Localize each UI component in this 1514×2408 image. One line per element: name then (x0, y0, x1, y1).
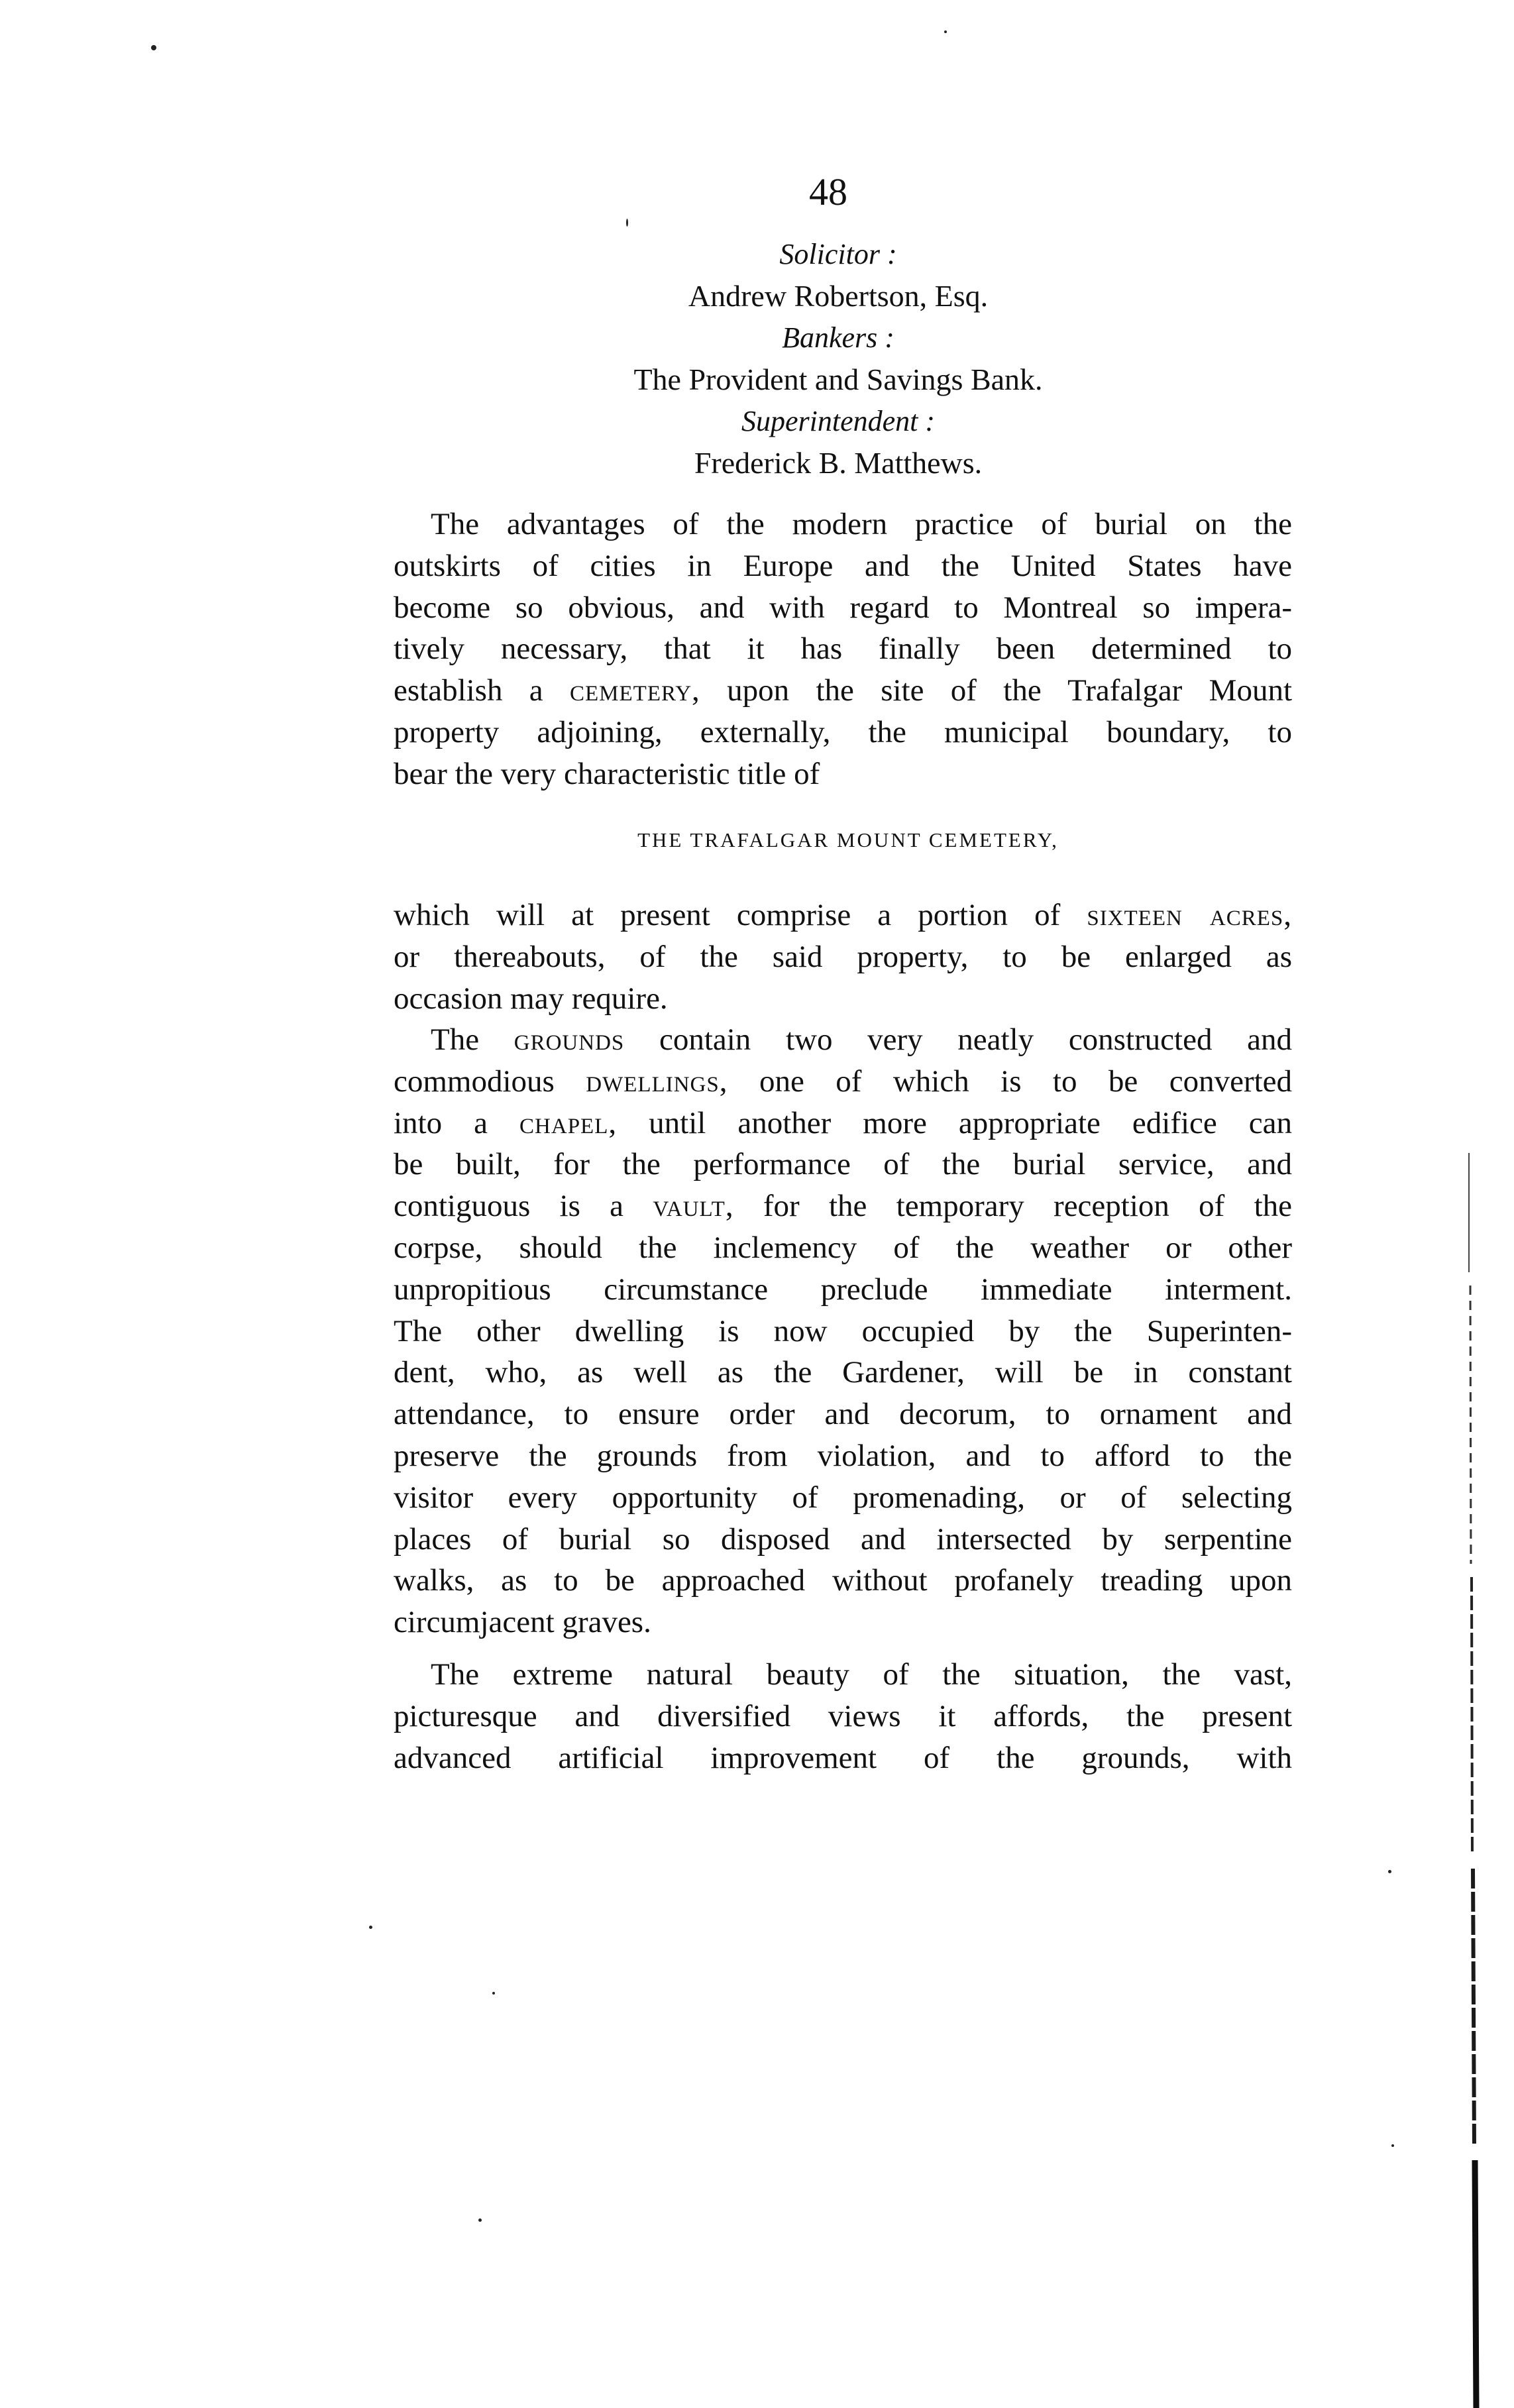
text-fragment: until another more appropriate edifice can (649, 1105, 1293, 1140)
binding-line (1470, 1286, 1471, 1564)
text-line: dent, who, as well as the Gardener, will be in constant (394, 1355, 1292, 1390)
page-number: 48 (809, 170, 847, 213)
text-line (394, 1103, 1292, 1144)
text-line: property adjoining, externally, the municipal boundary, to (394, 714, 1292, 749)
text-line (394, 895, 1292, 936)
scan-speck (369, 1926, 372, 1929)
solicitor-name: Andrew Robertson, Esq. (688, 279, 989, 313)
text-fragment: which will at present comprise a portion of (394, 898, 1061, 932)
small-caps-term: chapel, (519, 1105, 618, 1140)
text-line (394, 1061, 1292, 1103)
text-line: become so obvious, and with regard to Montreal so impera- (394, 590, 1292, 625)
text-line: The other dwelling is now occupied by the Superinten- (394, 1313, 1292, 1348)
small-caps-term: grounds (514, 1022, 625, 1057)
scan-speck (1391, 2144, 1394, 2147)
text-fragment: one of which is to be converted (759, 1064, 1293, 1099)
scan-speck (478, 2218, 482, 2222)
scan-speck (492, 1992, 495, 1995)
text-line: be built, for the performance of the burial service, and (394, 1147, 1292, 1182)
binding-line (1473, 1869, 1474, 2147)
paragraph-acres (394, 895, 1292, 1019)
text-line: places of burial so disposed and intersected by serpentine (394, 1521, 1292, 1557)
bankers-name: The Provident and Savings Bank. (633, 362, 1043, 396)
text-fragment: for the temporary reception of the (763, 1189, 1293, 1224)
small-caps-term: dwellings, (586, 1064, 728, 1099)
officers-list (398, 233, 1279, 484)
text-line (394, 670, 1292, 712)
text-line: attendance, to ensure order and decorum, to ornament and (394, 1397, 1292, 1432)
scan-speck (1388, 1870, 1391, 1873)
scan-speck (626, 219, 628, 227)
text-line: walks, as to be approached without profanely treading upon (394, 1563, 1292, 1598)
page-binding-shadow (1466, 1153, 1481, 2408)
text-fragment: commodious (394, 1064, 555, 1099)
paragraph-grounds (394, 1019, 1292, 1643)
text-line: preserve the grounds from violation, and to afford to the (394, 1438, 1292, 1473)
text-line: or thereabouts, of the said property, to be enlarged as (394, 939, 1292, 974)
text-line: unpropitious circumstance preclude immediate interment. (394, 1272, 1292, 1307)
text-fragment: contiguous is a (394, 1189, 624, 1224)
superintendent-name: Frederick B. Matthews. (694, 446, 983, 480)
solicitor-role: Solicitor : (779, 238, 897, 270)
text-line: The extreme natural beauty of the situation, the vast, (431, 1657, 1292, 1692)
scan-speck (944, 30, 947, 33)
text-fragment: establish a (394, 673, 543, 708)
text-line: occasion may require. (394, 981, 668, 1016)
text-fragment: The (431, 1022, 480, 1057)
text-line: bear the very characteristic title of (394, 756, 820, 791)
text-line: tively necessary, that it has finally been determined to (394, 631, 1292, 667)
text-line: outskirts of cities in Europe and the United States have (394, 548, 1292, 583)
text-line (394, 1185, 1292, 1227)
text-line: advanced artificial improvement of the grounds, with (394, 1740, 1292, 1775)
small-caps-term: sixteen acres, (1087, 898, 1293, 932)
text-line: circumjacent graves. (394, 1605, 651, 1640)
text-line: corpse, should the inclemency of the weather or other (394, 1230, 1292, 1265)
binding-shadow-graphic (1466, 1153, 1481, 2408)
paragraph-advantages (394, 504, 1292, 795)
bankers-role: Bankers : (782, 321, 894, 354)
binding-line (1475, 2160, 1476, 2408)
small-caps-term: vault, (653, 1189, 734, 1224)
text-line: The advantages of the modern practice of burial on the (431, 507, 1292, 541)
text-line (394, 1019, 1292, 1061)
text-fragment: contain two very neatly constructed and (659, 1022, 1292, 1057)
paragraph-beauty (394, 1654, 1292, 1779)
small-caps-term: cemetery, (570, 673, 700, 708)
text-fragment: into a (394, 1105, 488, 1140)
scan-speck (151, 45, 156, 50)
cemetery-heading: THE TRAFALGAR MOUNT CEMETERY, (637, 828, 1059, 851)
text-line: visitor every opportunity of promenading, or of selecting (394, 1480, 1292, 1515)
superintendent-role: Superintendent : (741, 405, 936, 437)
text-line: picturesque and diversified views it affords, the present (394, 1698, 1292, 1733)
text-fragment: upon the site of the Trafalgar Mount (727, 673, 1293, 708)
